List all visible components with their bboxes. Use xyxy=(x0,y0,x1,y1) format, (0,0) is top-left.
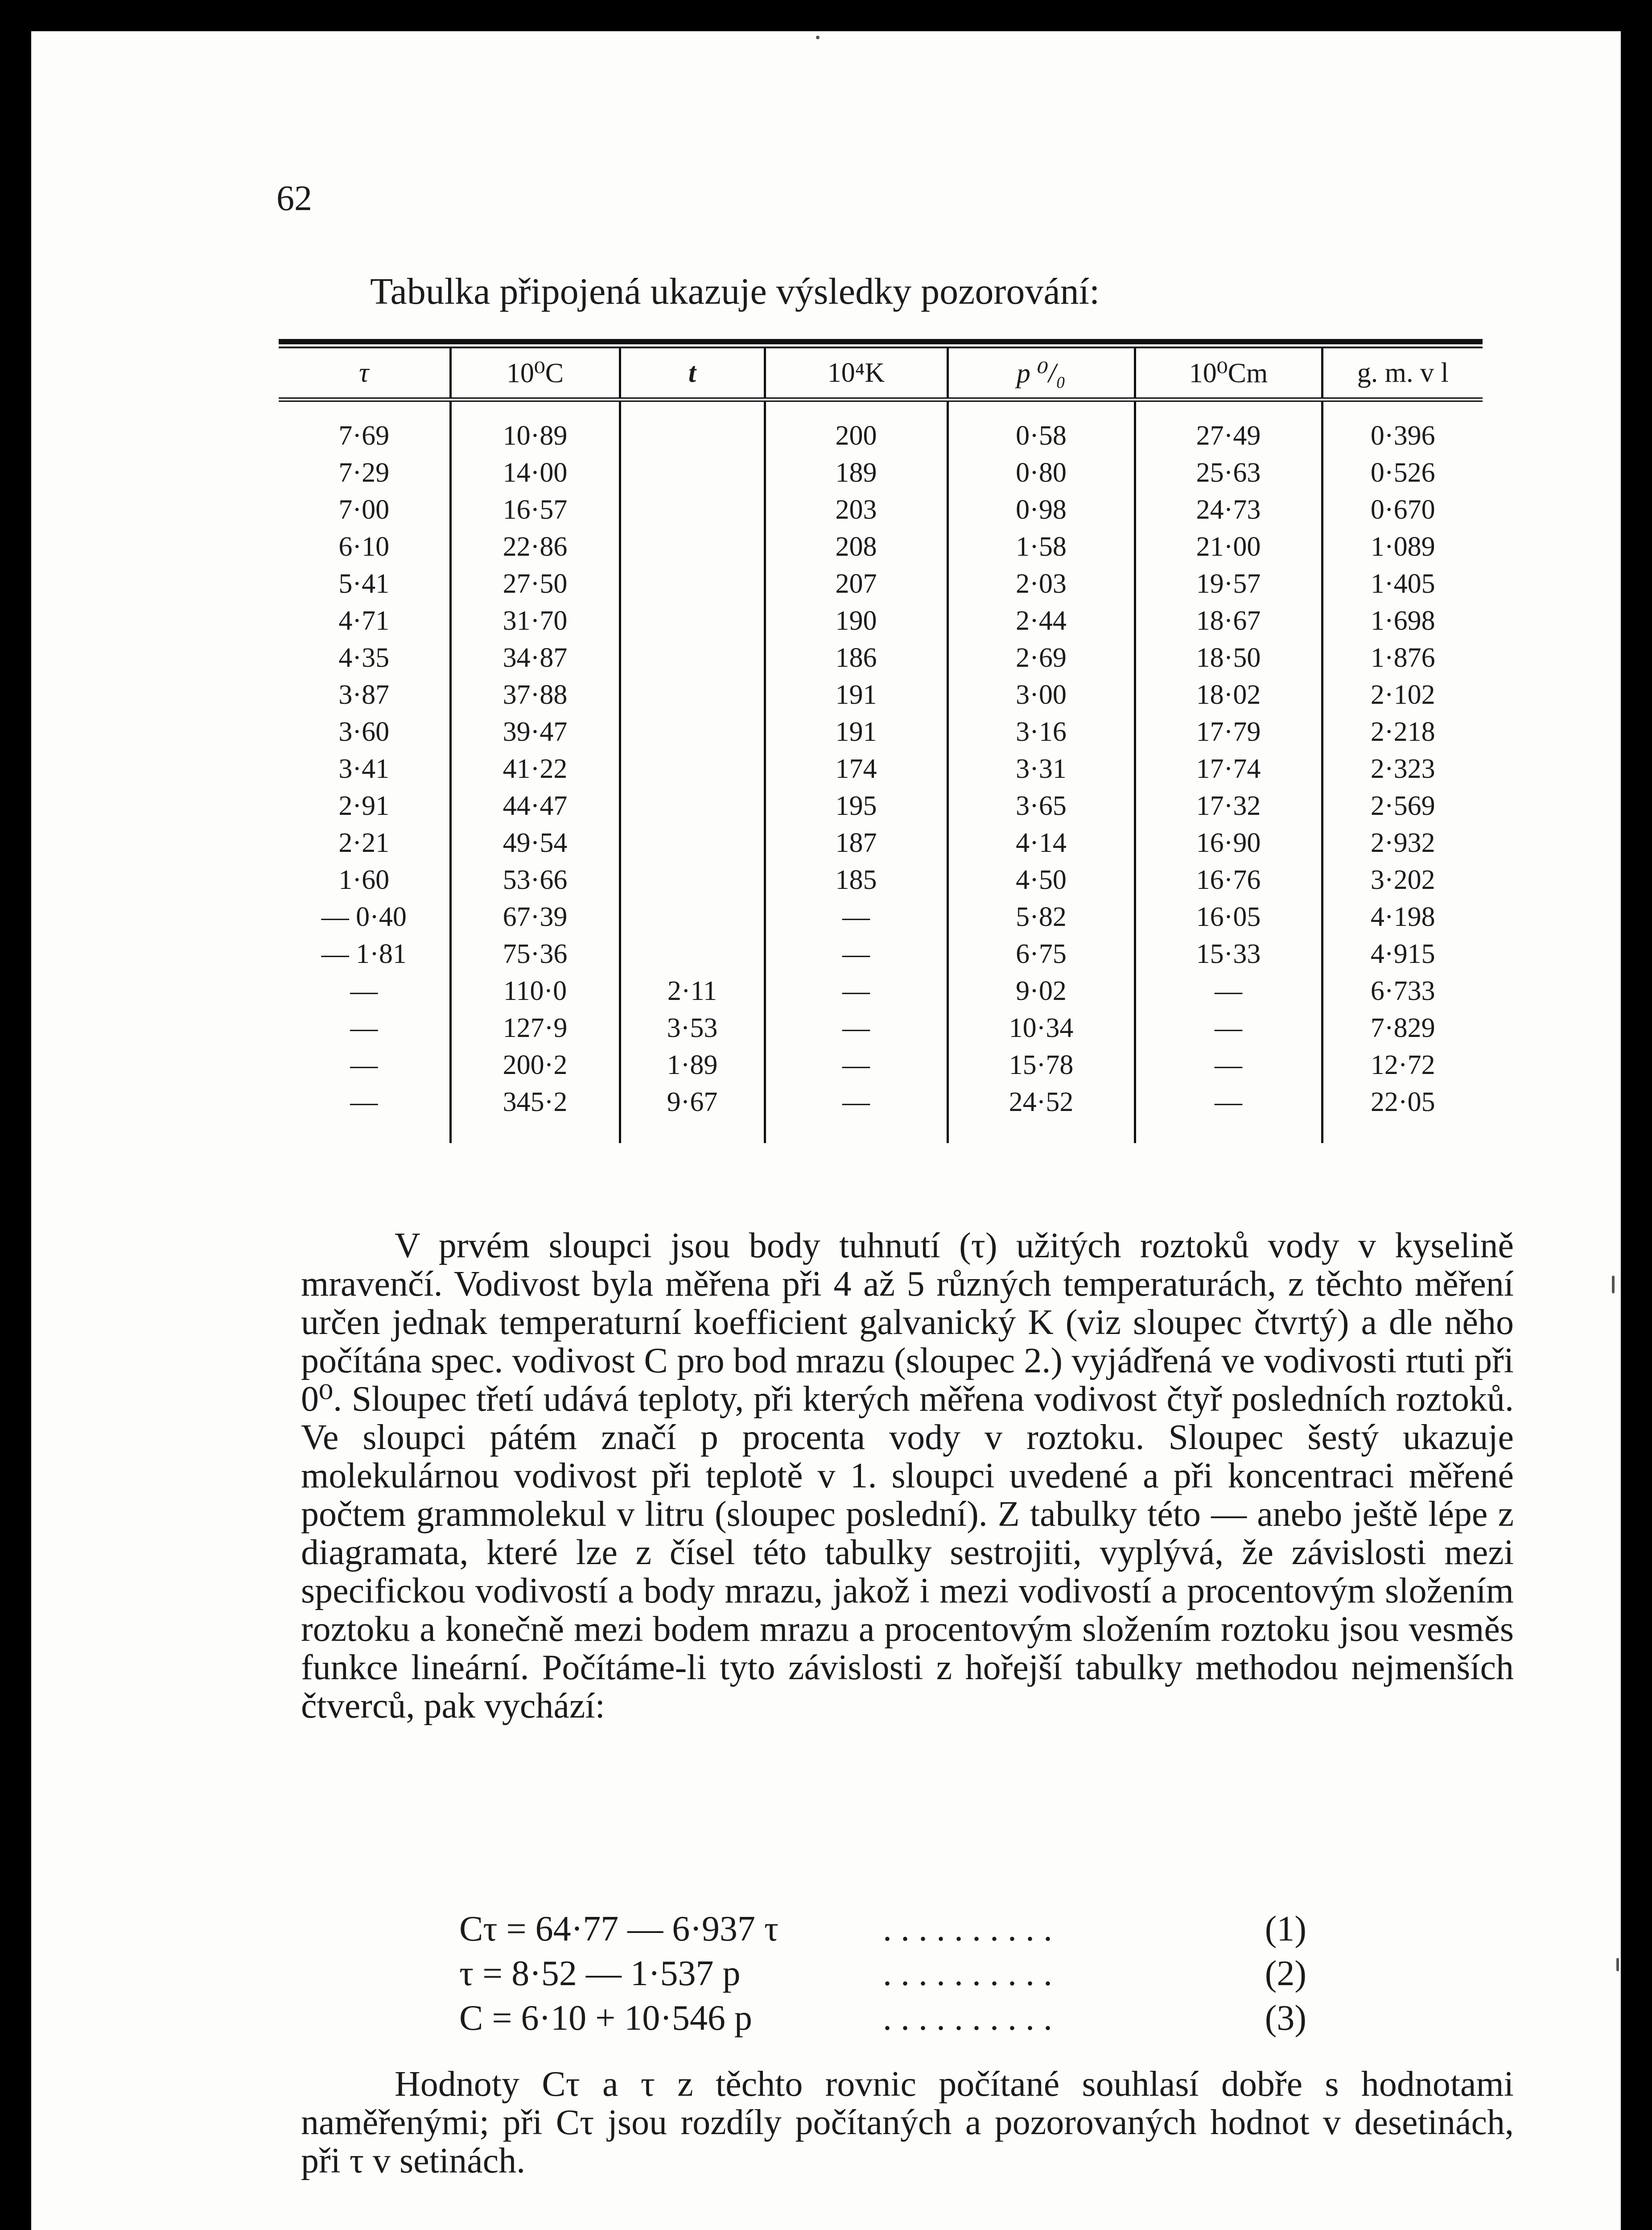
table-row xyxy=(279,973,1483,1010)
molecular-conductivity-cell: 18·67 xyxy=(1135,603,1322,640)
coefficient-cell: 186 xyxy=(765,640,948,677)
formula-leader-dots: .......... xyxy=(883,1954,1061,1993)
tau-cell: 2·21 xyxy=(338,828,390,858)
percent-cell: 1·58 xyxy=(948,529,1135,566)
coefficient-cell: 189 xyxy=(765,454,948,491)
conductivity-cell: 34·87 xyxy=(450,640,620,677)
formula-leader-dots: .......... xyxy=(883,1909,1061,1949)
conductivity-cell: 31·70 xyxy=(450,603,620,640)
table-row xyxy=(279,751,1483,788)
temperature-cell xyxy=(620,603,765,640)
body-text xyxy=(301,1226,1514,1725)
header-percent-p: p ⁰/₀ xyxy=(948,348,1135,400)
temperature-cell xyxy=(620,677,765,714)
temperature-cell: 3·53 xyxy=(620,1010,765,1047)
molecular-conductivity-cell: 17·79 xyxy=(1135,714,1322,751)
coefficient-cell: — xyxy=(765,1084,948,1143)
temperature-cell xyxy=(620,825,765,862)
gram-molecules-cell: 2·218 xyxy=(1322,714,1483,751)
molecular-conductivity-cell: — xyxy=(1135,1010,1322,1047)
table-row xyxy=(279,1084,1483,1143)
coefficient-cell: 207 xyxy=(765,566,948,603)
tau-cell: 2·91 xyxy=(338,791,390,821)
percent-cell: 3·31 xyxy=(948,751,1135,788)
temperature-cell xyxy=(620,529,765,566)
results-table-block xyxy=(279,339,1483,1143)
table-row xyxy=(279,491,1483,529)
conductivity-cell: 200·2 xyxy=(450,1047,620,1084)
temperature-cell xyxy=(620,640,765,677)
percent-cell: 3·65 xyxy=(948,788,1135,825)
coefficient-cell: 174 xyxy=(765,751,948,788)
table-top-rule xyxy=(279,339,1483,348)
gram-molecules-cell: 1·089 xyxy=(1322,529,1483,566)
temperature-cell xyxy=(620,788,765,825)
temperature-cell xyxy=(620,491,765,529)
tau-cell: 4·35 xyxy=(338,643,390,673)
temperature-cell xyxy=(620,751,765,788)
table-row xyxy=(279,788,1483,825)
molecular-conductivity-cell: 16·05 xyxy=(1135,899,1322,936)
table-row xyxy=(279,862,1483,899)
header-temperature-t: t xyxy=(620,348,765,400)
coefficient-cell: 185 xyxy=(765,862,948,899)
formula-leader-dots: .......... xyxy=(883,1999,1061,2038)
tau-cell: 3·87 xyxy=(338,680,390,710)
table-body xyxy=(279,400,1483,1143)
temperature-cell xyxy=(620,400,765,454)
body-paragraph: V prvém sloupci jsou body tuhnutí (τ) užitých roztoků vody v kyselině mravenčí. Vodivost byla měřena při 4 až 5 různých temperaturách, z těchto měření určen jednak temperaturní koefficient galvanický K (viz sloupec čtvrtý) a dle něho počítána spec. vodivost C pro bod mrazu (sloupec 2.) vyjádřená ve vodivosti rtuti při 0⁰. Sloupec třetí udává teploty, při kterých měřena vodivost čtyř posledních roztoků. Ve sloupci pátém značí p procenta vody v roztoku. Sloupec šestý ukazuje molekulárnou vodivost při teplotě v 1. sloupci uvedené a při koncentraci měřené počtem grammolekul v litru (sloupec poslední). Z tabulky této — anebo ještě lépe z diagramata, které lze z čísel této tabulky sestrojiti, vyplývá, že závislosti mezi specifickou vodivostí a body mrazu, jakož i mezi vodivostí a procentovým složením roztoku a konečně mezi bodem mrazu a procentovým složením roztoku jsou vesměs funkce lineární. Počítáme-li tyto závislosti z hořejší tabulky methodou nejmenších čtverců, pak vychází: xyxy=(301,1226,1514,1726)
tau-cell: 7·00 xyxy=(338,495,390,525)
molecular-conductivity-cell: 16·90 xyxy=(1135,825,1322,862)
gram-molecules-cell: 2·932 xyxy=(1322,825,1483,862)
tau-cell: 1·60 xyxy=(338,865,390,895)
conductivity-cell: 44·47 xyxy=(450,788,620,825)
closing-paragraph: Hodnoty Cτ a τ z těchto rovnic počítané souhlasí dobře s hodnotami naměřenými; při Cτ jsou rozdíly počítaných a pozorovaných hodnot v desetinách, při τ v setinách. xyxy=(301,2065,1514,2180)
gram-molecules-cell: 7·829 xyxy=(1322,1010,1483,1047)
conductivity-cell: 53·66 xyxy=(450,862,620,899)
percent-cell: 9·02 xyxy=(948,973,1135,1010)
table-row xyxy=(279,1010,1483,1047)
conductivity-cell: 110·0 xyxy=(450,973,620,1010)
conductivity-cell: 16·57 xyxy=(450,491,620,529)
gram-molecules-cell: 0·396 xyxy=(1322,400,1483,454)
scan-speck xyxy=(1612,1276,1615,1293)
table-row xyxy=(279,566,1483,603)
temperature-cell: 9·67 xyxy=(620,1084,765,1143)
tau-cell: 3·60 xyxy=(338,717,390,747)
coefficient-cell: — xyxy=(765,973,948,1010)
gram-molecules-cell: 12·72 xyxy=(1322,1047,1483,1084)
conductivity-cell: 67·39 xyxy=(450,899,620,936)
coefficient-cell: 191 xyxy=(765,714,948,751)
tau-cell: 5·41 xyxy=(338,569,390,599)
conductivity-cell: 127·9 xyxy=(450,1010,620,1047)
conductivity-cell: 14·00 xyxy=(450,454,620,491)
temperature-cell xyxy=(620,936,765,973)
gram-molecules-cell: 1·698 xyxy=(1322,603,1483,640)
formula-equation: τ = 8·52 — 1·537 p xyxy=(459,1954,741,1993)
conductivity-cell: 75·36 xyxy=(450,936,620,973)
tau-cell: — xyxy=(350,976,378,1006)
molecular-conductivity-cell: — xyxy=(1135,1084,1322,1143)
percent-cell: 2·69 xyxy=(948,640,1135,677)
table-row xyxy=(279,640,1483,677)
gram-molecules-cell: 6·733 xyxy=(1322,973,1483,1010)
conductivity-cell: 39·47 xyxy=(450,714,620,751)
coefficient-cell: — xyxy=(765,936,948,973)
header-tau: τ xyxy=(279,348,450,400)
coefficient-cell: — xyxy=(765,1010,948,1047)
conductivity-cell: 37·88 xyxy=(450,677,620,714)
table-row xyxy=(279,825,1483,862)
percent-cell: 10·34 xyxy=(948,1010,1135,1047)
conductivity-cell: 41·22 xyxy=(450,751,620,788)
table-row xyxy=(279,529,1483,566)
gram-molecules-cell: 1·876 xyxy=(1322,640,1483,677)
formula-equation: Cτ = 64·77 — 6·937 τ xyxy=(459,1909,779,1949)
coefficient-cell: 195 xyxy=(765,788,948,825)
formula-row xyxy=(459,1953,1306,1998)
tau-cell: 7·29 xyxy=(338,458,390,488)
percent-cell: 2·03 xyxy=(948,566,1135,603)
molecular-conductivity-cell: 18·02 xyxy=(1135,677,1322,714)
percent-cell: 0·58 xyxy=(948,400,1135,454)
temperature-cell xyxy=(620,454,765,491)
conductivity-cell: 49·54 xyxy=(450,825,620,862)
molecular-conductivity-cell: 15·33 xyxy=(1135,936,1322,973)
tau-cell: — xyxy=(350,1087,378,1117)
header-gram-molecules: g. m. v l xyxy=(1322,348,1483,400)
percent-cell: 5·82 xyxy=(948,899,1135,936)
gram-molecules-cell: 2·102 xyxy=(1322,677,1483,714)
temperature-cell xyxy=(620,714,765,751)
temperature-cell: 1·89 xyxy=(620,1047,765,1084)
page-number: 62 xyxy=(276,179,312,218)
tau-cell: 7·69 xyxy=(338,421,390,451)
header-molecular-conductivity: 10⁰Cm xyxy=(1135,348,1322,400)
molecular-conductivity-cell: 19·57 xyxy=(1135,566,1322,603)
coefficient-cell: — xyxy=(765,899,948,936)
gram-molecules-cell: 0·526 xyxy=(1322,454,1483,491)
formula-number: (3) xyxy=(1265,1999,1306,2038)
tau-cell: — 1·81 xyxy=(321,939,407,969)
gram-molecules-cell: 22·05 xyxy=(1322,1084,1483,1143)
molecular-conductivity-cell: 24·73 xyxy=(1135,491,1322,529)
tau-cell: — xyxy=(350,1013,378,1043)
percent-cell: 4·14 xyxy=(948,825,1135,862)
coefficient-cell: — xyxy=(765,1047,948,1084)
tau-cell: 6·10 xyxy=(338,532,390,562)
formula-block xyxy=(459,1909,1306,2043)
conductivity-cell: 22·86 xyxy=(450,529,620,566)
gram-molecules-cell: 3·202 xyxy=(1322,862,1483,899)
formula-equation: C = 6·10 + 10·546 p xyxy=(459,1999,752,2038)
molecular-conductivity-cell: 16·76 xyxy=(1135,862,1322,899)
table-row xyxy=(279,899,1483,936)
table-row xyxy=(279,936,1483,973)
coefficient-cell: 208 xyxy=(765,529,948,566)
coefficient-cell: 203 xyxy=(765,491,948,529)
table-row xyxy=(279,714,1483,751)
gram-molecules-cell: 1·405 xyxy=(1322,566,1483,603)
scan-speck xyxy=(1616,1958,1619,1971)
temperature-cell xyxy=(620,862,765,899)
percent-cell: 0·98 xyxy=(948,491,1135,529)
coefficient-cell: 190 xyxy=(765,603,948,640)
percent-cell: 15·78 xyxy=(948,1047,1135,1084)
molecular-conductivity-cell: — xyxy=(1135,1047,1322,1084)
molecular-conductivity-cell: 27·49 xyxy=(1135,400,1322,454)
molecular-conductivity-cell: 18·50 xyxy=(1135,640,1322,677)
header-coefficient-k: 10⁴K xyxy=(765,348,948,400)
gram-molecules-cell: 2·323 xyxy=(1322,751,1483,788)
formula-row xyxy=(459,1909,1306,1953)
molecular-conductivity-cell: 17·74 xyxy=(1135,751,1322,788)
conductivity-cell: 345·2 xyxy=(450,1084,620,1143)
gram-molecules-cell: 4·915 xyxy=(1322,936,1483,973)
coefficient-cell: 187 xyxy=(765,825,948,862)
formula-row xyxy=(459,1998,1306,2043)
formula-number: (2) xyxy=(1265,1954,1306,1993)
percent-cell: 2·44 xyxy=(948,603,1135,640)
percent-cell: 6·75 xyxy=(948,936,1135,973)
percent-cell: 3·16 xyxy=(948,714,1135,751)
gram-molecules-cell: 0·670 xyxy=(1322,491,1483,529)
percent-cell: 4·50 xyxy=(948,862,1135,899)
tau-cell: — 0·40 xyxy=(321,902,407,932)
percent-cell: 24·52 xyxy=(948,1084,1135,1143)
table-row xyxy=(279,400,1483,454)
table-row xyxy=(279,603,1483,640)
molecular-conductivity-cell: 21·00 xyxy=(1135,529,1322,566)
temperature-cell xyxy=(620,566,765,603)
tau-cell: — xyxy=(350,1050,378,1080)
gram-molecules-cell: 2·569 xyxy=(1322,788,1483,825)
intro-line: Tabulka připojená ukazuje výsledky pozorování: xyxy=(370,271,1100,312)
closing-text xyxy=(301,2065,1514,2180)
molecular-conductivity-cell: 17·32 xyxy=(1135,788,1322,825)
results-table xyxy=(279,348,1483,1143)
conductivity-cell: 27·50 xyxy=(450,566,620,603)
scan-speck xyxy=(816,36,820,39)
coefficient-cell: 200 xyxy=(765,400,948,454)
molecular-conductivity-cell: 25·63 xyxy=(1135,454,1322,491)
molecular-conductivity-cell: — xyxy=(1135,973,1322,1010)
percent-cell: 3·00 xyxy=(948,677,1135,714)
formula-number: (1) xyxy=(1265,1909,1306,1949)
table-header-row xyxy=(279,348,1483,400)
header-conductivity-c: 10⁰C xyxy=(450,348,620,400)
temperature-cell xyxy=(620,899,765,936)
coefficient-cell: 191 xyxy=(765,677,948,714)
temperature-cell: 2·11 xyxy=(620,973,765,1010)
conductivity-cell: 10·89 xyxy=(450,400,620,454)
tau-cell: 4·71 xyxy=(338,606,390,636)
gram-molecules-cell: 4·198 xyxy=(1322,899,1483,936)
tau-cell: 3·41 xyxy=(338,754,390,784)
percent-cell: 0·80 xyxy=(948,454,1135,491)
table-row xyxy=(279,454,1483,491)
table-row xyxy=(279,1047,1483,1084)
scanned-page xyxy=(31,31,1621,2230)
table-row xyxy=(279,677,1483,714)
